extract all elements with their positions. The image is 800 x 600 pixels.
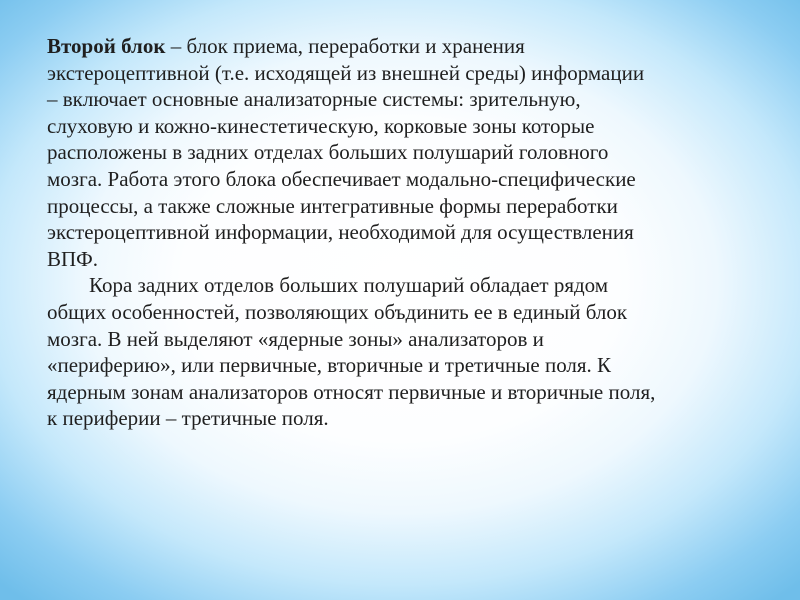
slide-text-body	[47, 33, 769, 432]
paragraph-body-text: – блок приема, переработки и хранения экстероцептивной (т.е. исходящей из внешней среды) информации – включает основные анализаторные системы: зрительную, слуховую и кожно-кинестетическую, корковые зоны которые расположены в задних отделах больших полушарий головного мозга. Работа этого блока обеспечивает модально-специфические процессы, а также сложные интегративные формы переработки экстероцептивной информации, необходимой для осуществления ВПФ.	[47, 34, 645, 271]
paragraph-posterior-cortex	[47, 272, 769, 432]
paragraph-body-text: Кора задних отделов больших полушарий обладает рядом общих особенностей, позволяющих объдинить ее в единый блок мозга. В ней выделяют «ядерные зоны» анализаторов и «периферию», или первичные, вторичные и третичные поля. К ядерным зонам анализаторов относят первичные и вторичные поля, к периферии – третичные поля.	[47, 273, 656, 431]
paragraph-lead-term: Второй блок	[47, 34, 166, 58]
paragraph-second-block	[47, 33, 769, 272]
